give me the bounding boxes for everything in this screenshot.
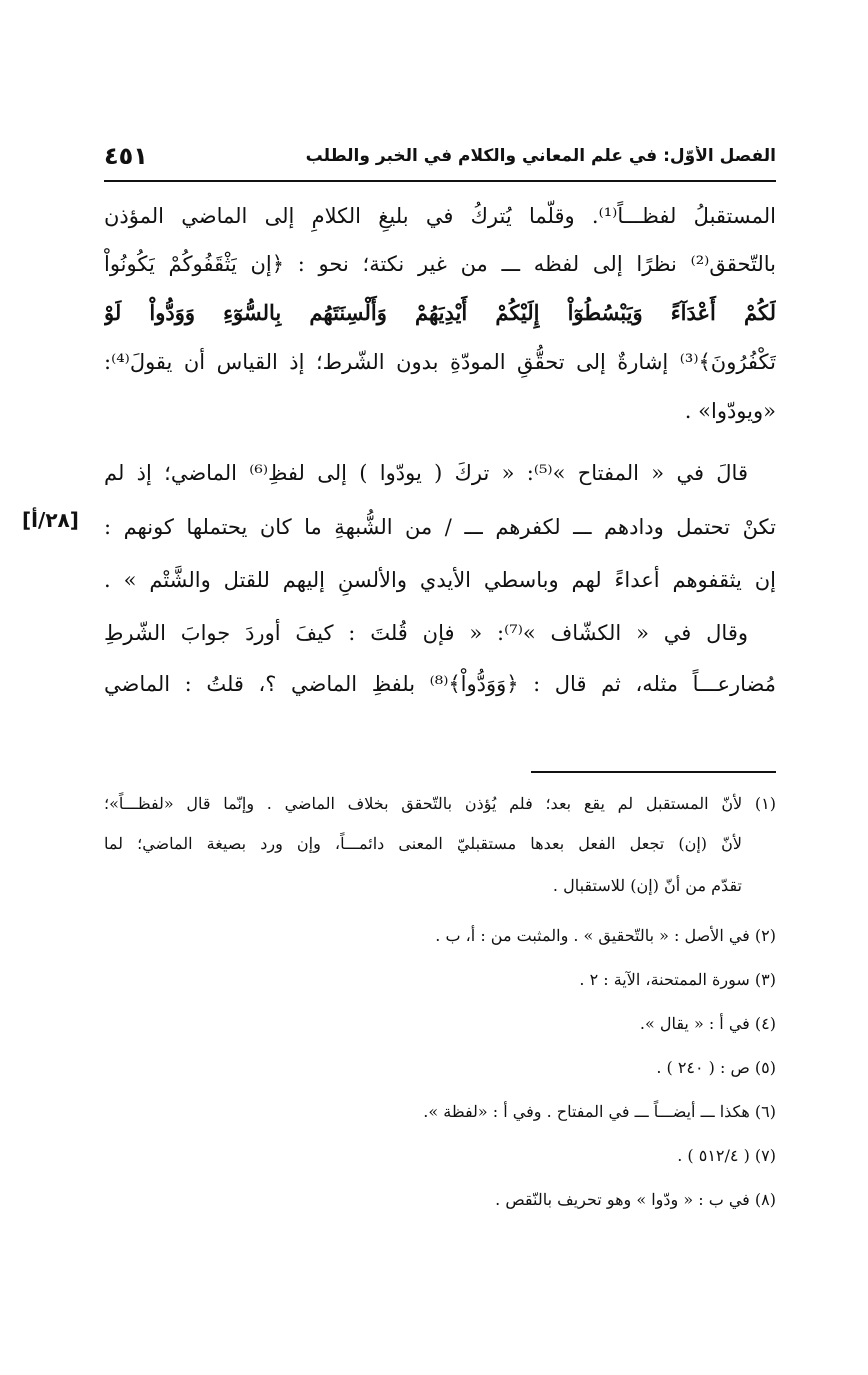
body-line: تكنْ تحتمل ودادهم ـــ لكفرهم ـــ / من الشُّبهةِ ما كان يحتملها كونهم : [104,515,776,539]
quran-verse-line: لَكُمْ أَعْدَآءً وَيَبْسُطُوٓاْ إِلَيْكُمْ أَيْدِيَهُمْ وَأَلْسِنَتَهُم بِالسُّوٓءِ وَوَدُّواْ لَوْ [104,300,776,325]
running-header [104,140,776,182]
paragraph-start: وقال في « الكشّاف »⁽⁷⁾: « فإن قُلتَ : كيفَ أوردَ جوابَ الشّرطِ [104,621,748,645]
footnote: (٣) سورة الممتحنة، الآية : ٢ . [579,970,776,989]
body-line: تَكْفُرُونَ﴾⁽³⁾ إشارةٌ إلى تحقُّقِ المودّةِ بدون الشّرط؛ إذ القياس أن يقولَ⁽⁴⁾: [104,350,776,374]
footnote-continuation: لأنّ (إن) تجعل الفعل بعدها مستقبليّ المعنى دائمـــاً، وإن ورد بصيغة الماضي؛ لما [104,834,742,853]
footnote: (٥) ص : ( ٢٤٠ ) . [656,1058,776,1077]
footnote-continuation: تقدّم من أنّ (إن) للاستقبال . [552,876,742,895]
footnote: (٤) في أ : « يقال ». [639,1014,776,1033]
body-line: مُضارعـــاً مثله، ثم قال : ﴿وَوَدُّواْ﴾⁽⁸⁾ بلفظِ الماضي ؟، قلتُ : الماضي [104,672,776,696]
footnote: (٨) في ب : « ودّوا » وهو تحريف بالنّقص . [495,1190,776,1209]
manuscript-folio-marker: [٢٨/أ] [22,508,79,532]
page-number: ٤٥١ [104,142,148,170]
footnote: (١) لأنّ المستقبل لم يقع بعد؛ فلم يُؤذن بالتّحقق بخلاف الماضي . وإنّما قال «لفظـــاً»؛ [104,794,776,813]
paragraph-start: قالَ في « المفتاح »⁽⁵⁾: « تركَ ( يودّوا ) إلى لفظِ⁽⁶⁾ الماضي؛ إذ لم [104,461,748,485]
body-line: المستقبلُ لفظـــاً⁽¹⁾. وقلّما يُتركُ في بليغِ الكلامِ إلى الماضي المؤذن [104,204,776,228]
footnote-separator [531,771,776,773]
body-line: «ويودّوا» . [684,399,776,423]
footnote: (٧) ( ٥١٢/٤ ) . [677,1146,776,1165]
chapter-title: الفصل الأوّل: في علم المعاني والكلام في الخبر والطلب [305,146,776,166]
footnote: (٦) هكذا ـــ أيضـــاً ـــ في المفتاح . وفي أ : «لفظة ». [423,1102,776,1121]
body-line: إن يثقفوهم أعداءً لهم وباسطي الأيدي والألسنِ إليهم للقتل والشَّتْم » . [104,568,776,592]
body-line: بالتّحقق⁽²⁾ نظرًا إلى لفظه ـــ من غير نكتة؛ نحو : ﴿إن يَثْقَفُوكُمْ يَكُونُواْ [104,252,776,276]
footnote: (٢) في الأصل : « بالتّحقيق » . والمثبت من : أ، ب . [435,926,776,945]
